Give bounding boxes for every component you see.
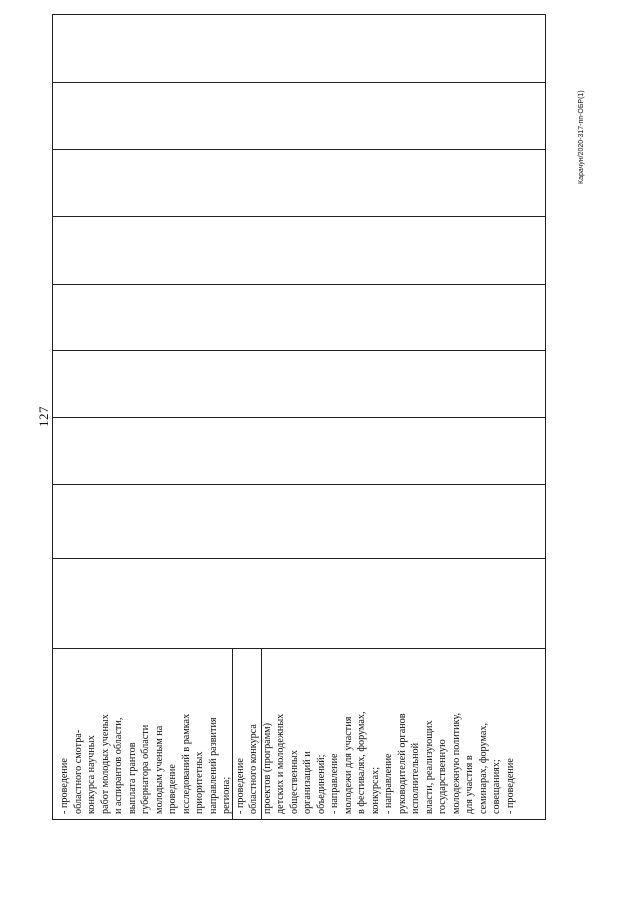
- cell-line: конкурса научных: [86, 735, 97, 814]
- cell-line: приоритетных: [194, 751, 205, 814]
- row-divider: [52, 558, 546, 559]
- cell-line: работ молодых ученых: [99, 714, 111, 814]
- cell-line: проектов (программ): [261, 723, 273, 814]
- document-reference: Карачун/2020-317-пп-ОБР(1): [578, 90, 585, 184]
- cell-line: власти, реализующих: [423, 720, 435, 814]
- cell-line: областного конкурса: [248, 724, 259, 814]
- row-divider: [52, 417, 546, 418]
- cell-line: государственную: [437, 739, 448, 814]
- cell-line: для участия в: [464, 755, 475, 814]
- cell-line: молодежную политику,: [450, 712, 462, 814]
- cell-line: - проведение: [59, 758, 70, 814]
- cell-line: областного смотра-: [72, 729, 84, 814]
- page-number: 127: [36, 406, 51, 427]
- cell-line: направлений развития: [207, 717, 219, 814]
- cell-line: и аспирантов области,: [113, 717, 124, 814]
- cell-line: объединений;: [315, 754, 327, 814]
- cell-line: общественных: [288, 750, 300, 814]
- row-divider: [52, 484, 546, 485]
- row-divider: [52, 216, 546, 217]
- cell-line: исследований в рамках: [180, 713, 192, 814]
- row-divider: [52, 648, 546, 649]
- cell-line: региона;: [221, 776, 232, 814]
- cell-line: конкурсах;: [369, 766, 381, 814]
- cell-line: - направление: [383, 753, 394, 814]
- cell-line: молодым ученым на: [153, 725, 165, 814]
- cell-line: в фестивалях, форумах,: [356, 711, 367, 814]
- cell-line: организаций и: [302, 751, 313, 814]
- cell-line: проведение: [167, 764, 178, 814]
- cell-line: исполнительной: [410, 742, 421, 814]
- cell-line: молодежи для участия: [342, 716, 354, 814]
- row-divider: [52, 284, 546, 285]
- row-divider: [52, 149, 546, 150]
- row-divider: [52, 82, 546, 83]
- cell-line: - направление: [329, 753, 340, 814]
- cell-line: - проведение: [234, 758, 246, 814]
- row-divider: [52, 350, 546, 351]
- cell-line: семинарах, форумах,: [477, 723, 489, 814]
- table-cell-text: [58, 654, 538, 814]
- cell-line: губернатора области: [140, 724, 151, 814]
- cell-line: детских и молодежных: [275, 713, 286, 814]
- cell-line: руководителей органов: [396, 713, 408, 814]
- cell-line: - проведение: [504, 758, 516, 814]
- cell-line: выплата грантов: [126, 742, 138, 814]
- cell-line: совещаниях;: [491, 759, 502, 814]
